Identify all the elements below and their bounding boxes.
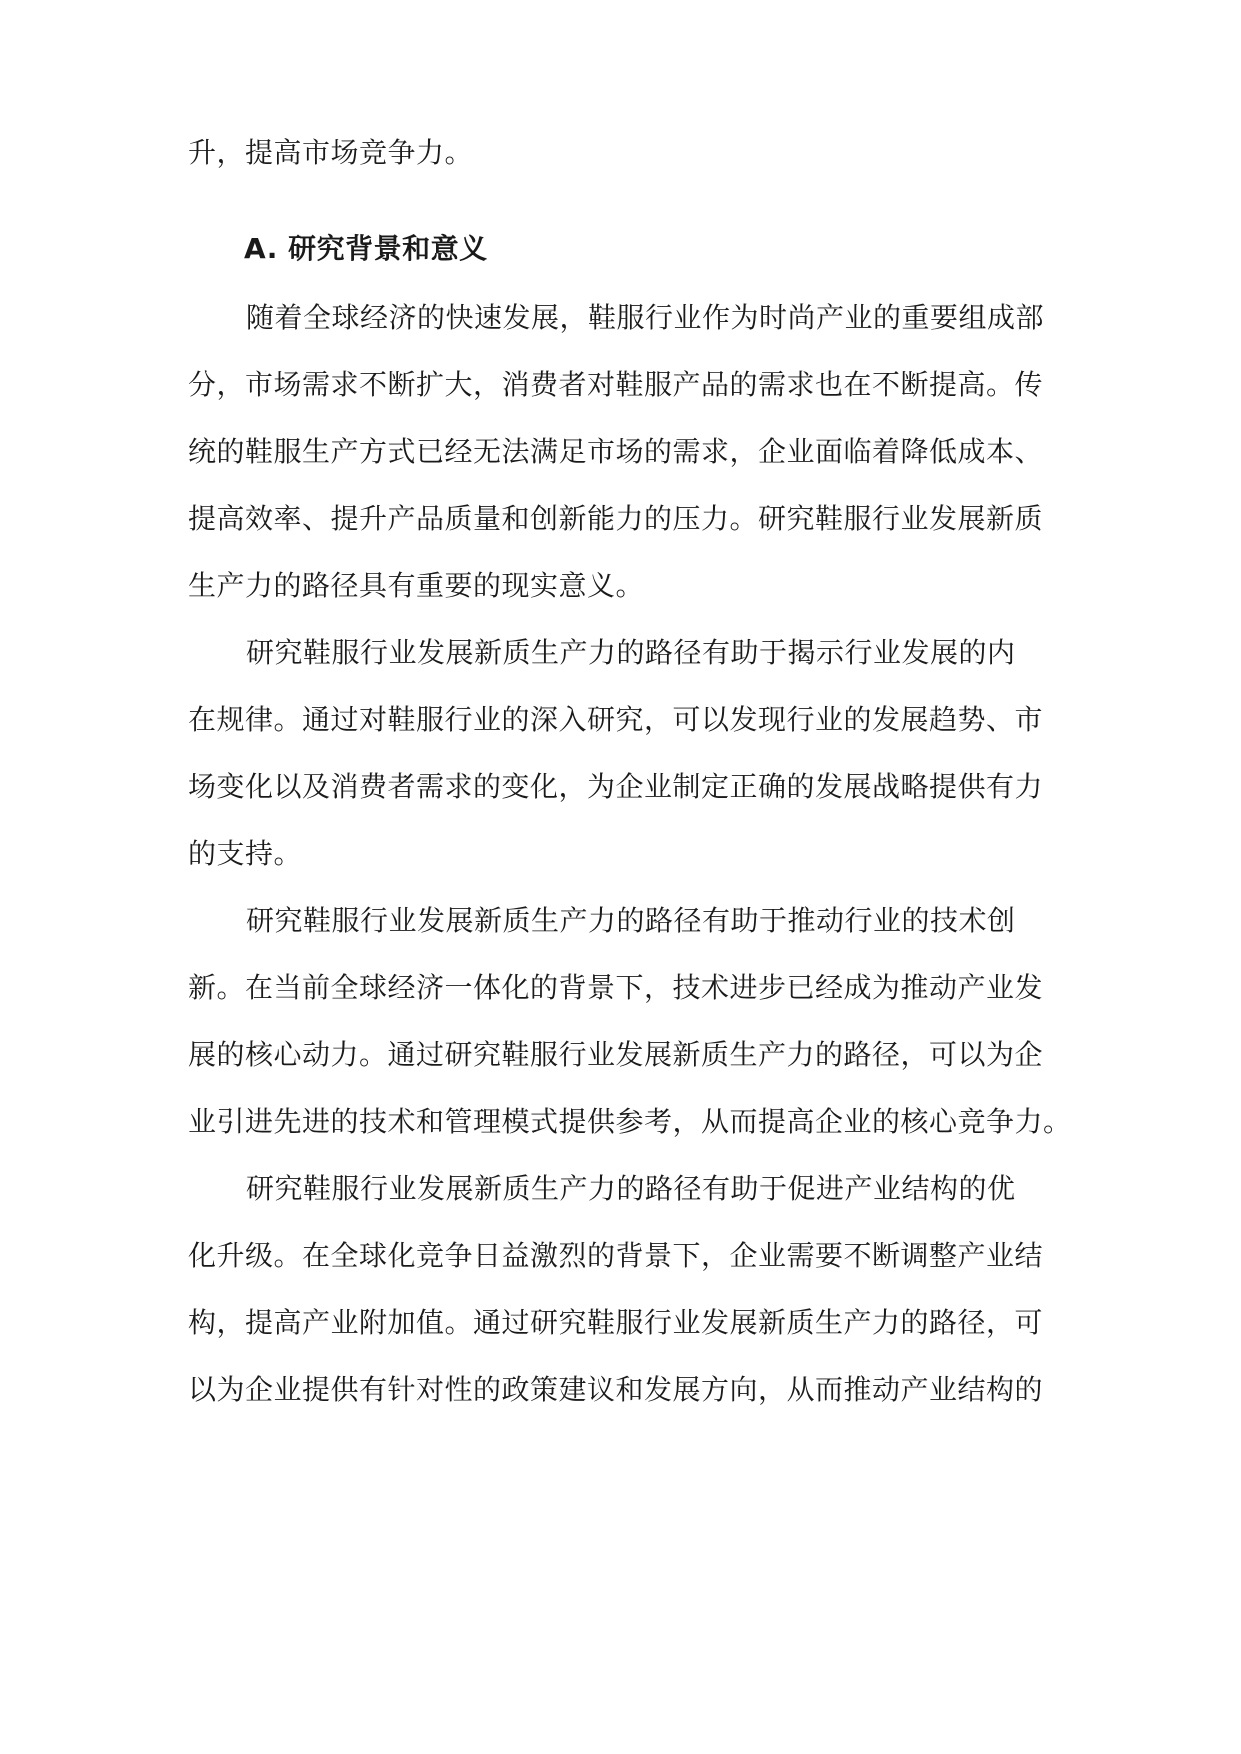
paragraph-line: 研究鞋服行业发展新质生产力的路径有助于揭示行业发展的内 <box>246 636 1016 669</box>
paragraph-line: 提高效率、提升产品质量和创新能力的压力。研究鞋服行业发展新质 <box>188 502 1044 535</box>
paragraph-line: 在规律。通过对鞋服行业的深入研究，可以发现行业的发展趋势、市 <box>188 703 1044 736</box>
paragraph-line: 场变化以及消费者需求的变化，为企业制定正确的发展战略提供有力 <box>188 770 1044 803</box>
paragraph-line: 分，市场需求不断扩大，消费者对鞋服产品的需求也在不断提高。传 <box>188 368 1044 401</box>
paragraph-line: 构，提高产业附加值。通过研究鞋服行业发展新质生产力的路径，可 <box>188 1306 1044 1339</box>
paragraph-line: 研究鞋服行业发展新质生产力的路径有助于促进产业结构的优 <box>246 1172 1016 1205</box>
paragraph-line: 化升级。在全球化竞争日益激烈的背景下，企业需要不断调整产业结 <box>188 1239 1044 1272</box>
paragraph-line: 统的鞋服生产方式已经无法满足市场的需求，企业面临着降低成本、 <box>188 435 1044 468</box>
paragraph-line: 生产力的路径具有重要的现实意义。 <box>188 569 645 602</box>
paragraph-line: 以为企业提供有针对性的政策建议和发展方向，从而推动产业结构的 <box>188 1373 1044 1406</box>
lead-line: 升，提高市场竞争力。 <box>188 136 474 169</box>
paragraph-line: 研究鞋服行业发展新质生产力的路径有助于推动行业的技术创 <box>246 904 1016 937</box>
paragraph-line: 业引进先进的技术和管理模式提供参考，从而提高企业的核心竞争力。 <box>188 1105 1072 1138</box>
paragraph-line: 新。在当前全球经济一体化的背景下，技术进步已经成为推动产业发 <box>188 971 1044 1004</box>
paragraph-line: 的支持。 <box>188 837 303 870</box>
section-heading: A. 研究背景和意义 <box>244 232 488 265</box>
paragraph-line: 展的核心动力。通过研究鞋服行业发展新质生产力的路径，可以为企 <box>188 1038 1044 1071</box>
paragraph-line: 随着全球经济的快速发展，鞋服行业作为时尚产业的重要组成部 <box>246 301 1045 334</box>
